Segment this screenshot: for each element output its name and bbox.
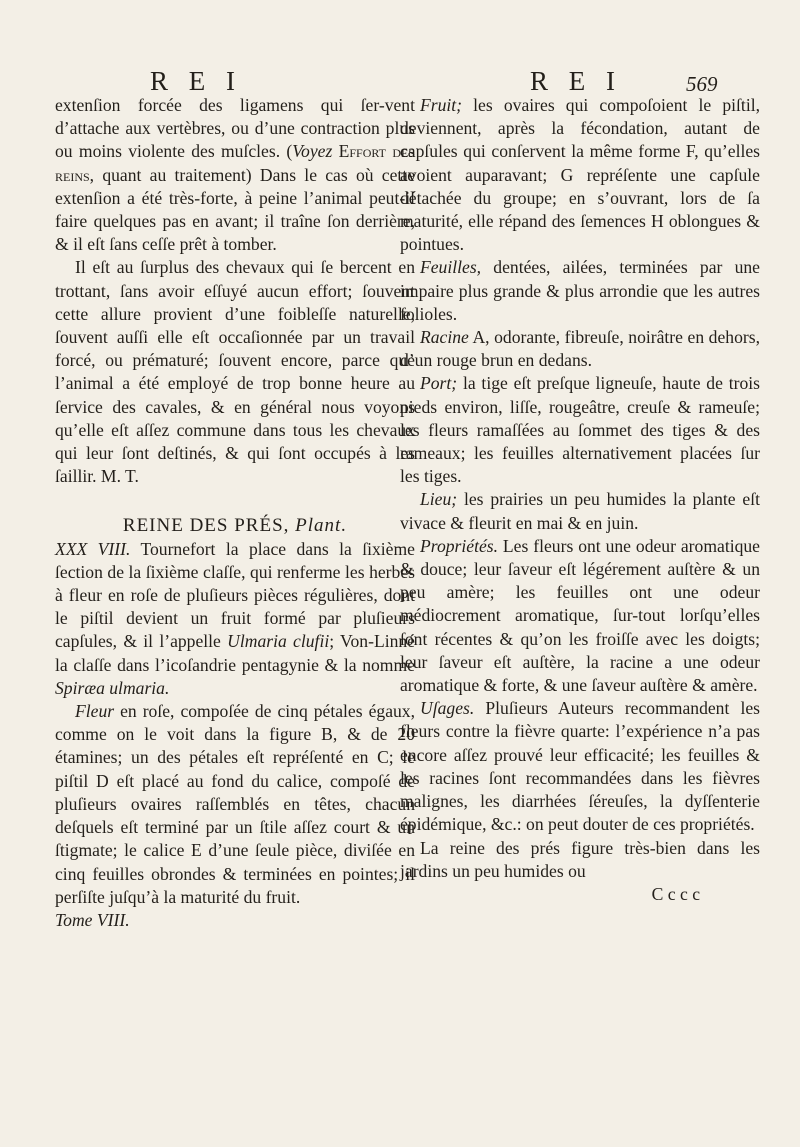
paragraph-port: Port; la tige eſt preſque ligneuſe, haute de trois pieds environ, liſſe, rougeâtre, creuſe & rameuſe; les fleurs ramaſſées au ſommet des tiges & des rameaux; les feuilles alternativement placées ſur les tiges. xyxy=(400,373,760,487)
page-number: 569 xyxy=(686,72,718,96)
entry-title: REINE DES PRÉS, Plant. xyxy=(122,515,348,537)
paragraph-lieu: Lieu; les prairies un peu humides la plante eſt vivace & fleurit en mai & en juin. xyxy=(400,489,760,533)
running-title-left: R E I xyxy=(150,66,242,96)
paragraph-usages: Uſages. Pluſieurs Auteurs recommandent les fleurs contre la fièvre quarte: l’expérience n’a pas encore aſſez prouvé leur efficacité; les feuilles & les racines ſont recommandées dans les fièvres malignes, les diarrhées ſéreuſes, la dyſſenterie épidémique, &c.: on peut douter de ces propriétés. xyxy=(400,698,760,835)
paragraph-fruit: Fruit; les ovaires qui compoſoient le piſtil, deviennent, après la fécondation, autant de capſules qui conſervent la même forme F, qu’elles avoient auparavant; G repréſente une capſule détachée du groupe; en s’ouvrant, lors de ſa maturité, elle répand des ſemences H oblongues & pointues. xyxy=(400,95,760,255)
paragraph-jardins: La reine des prés figure très-bien dans les jardins un peu humides ou xyxy=(400,837,760,881)
left-column xyxy=(55,94,415,932)
latin-name-tournefort: Ulmaria clufii xyxy=(227,631,330,652)
latin-name-linne: Spiræa ulmaria. xyxy=(55,677,170,698)
paragraph-feuilles: Feuilles, dentées, ailées, terminées par une impaire plus grande & plus arrondie que les autres folioles. xyxy=(400,257,760,324)
cross-reference-voyez: Voyez xyxy=(292,141,333,162)
paragraph-fleur: Fleur en roſe, compoſée de cinq pétales égaux, comme on le voit dans la figure B, & de 20 étamines; un des pétales eſt repréſenté en C; le piſtil D eſt placé au fond du calice, compoſé de pluſieurs ovaires raſſemblés en têtes, chacun deſquels eſt terminé par un ſtile aſſez court & un ſtigmate; le calice E d’une ſeule pièce, diviſée en cinq feuilles obrondes & terminées en pointes; il perſiſte juſqu’à la maturité du fruit. xyxy=(55,701,415,907)
signature-mark: C c c c xyxy=(651,883,700,904)
right-column xyxy=(400,94,760,906)
paragraph-classification: XXX VIII. Tournefort la place dans la ſixième ſection de la ſixième claſſe, qui renferme les herbes à fleur en roſe de pluſieurs pièces régulières, dont le piſtil devient un fruit formé par pluſieurs capſules, & il l’appelle Ulmaria clufii; Von-Linné la claſſe dans l’icoſandrie pentagynie & la nomme Spiræa ulmaria. xyxy=(55,538,415,698)
volume-footer: Tome VIII. xyxy=(55,909,130,930)
paragraph-effort: extenſion forcée des ligamens qui ſer-vent d’attache aux vertèbres, ou d’une contraction plus ou moins violente des muſcles. (Voyez Effort des reins, quant au traitement) Dans le cas où cette extenſion a été très-forte, à peine l’animal peut-il faire quelques pas en avant; il traîne ſon derrière, & il eſt ſans ceſſe prêt à tomber. xyxy=(55,95,415,255)
cross-reference-target: Effort des reins xyxy=(55,141,415,185)
paragraph-proprietes: Propriétés. Les fleurs ont une odeur aromatique & douce; leur ſaveur eſt légérement auſtère & un peu amère; les feuilles ont une odeur médiocrement aromatique, ſur-tout lorſqu’elles ſont récentes & qu’on les froiſſe avec les doigts; leur ſaveur eſt auſtère, la racine a une odeur aromatique & forte, & une ſaveur auſtère & amère. xyxy=(400,535,760,696)
paragraph-chevaux: Il eſt au ſurplus des chevaux qui ſe bercent en trottant, ſans avoir eſſuyé aucun effort; ſouvent cette allure provient d’une foibleſſe naturelle, ſouvent auſſi elle eſt occaſionnée par un travail forcé, ou prématuré; ſouvent encore, parce que l’animal a été employé de trop bonne heure au ſervice des cavales, & en général nous voyons qu’elle eſt aſſez commune dans tous les chevaux qui leur ſont deſtinés, & qui ſont occupés à les ſaillir. M. T. xyxy=(55,257,415,487)
plate-number: XXX VIII. xyxy=(55,538,131,559)
paragraph-racine: Racine A, odorante, fibreuſe, noirâtre en dehors, d’un rouge brun en dedans. xyxy=(400,327,760,371)
running-title-right: R E I xyxy=(530,66,622,96)
